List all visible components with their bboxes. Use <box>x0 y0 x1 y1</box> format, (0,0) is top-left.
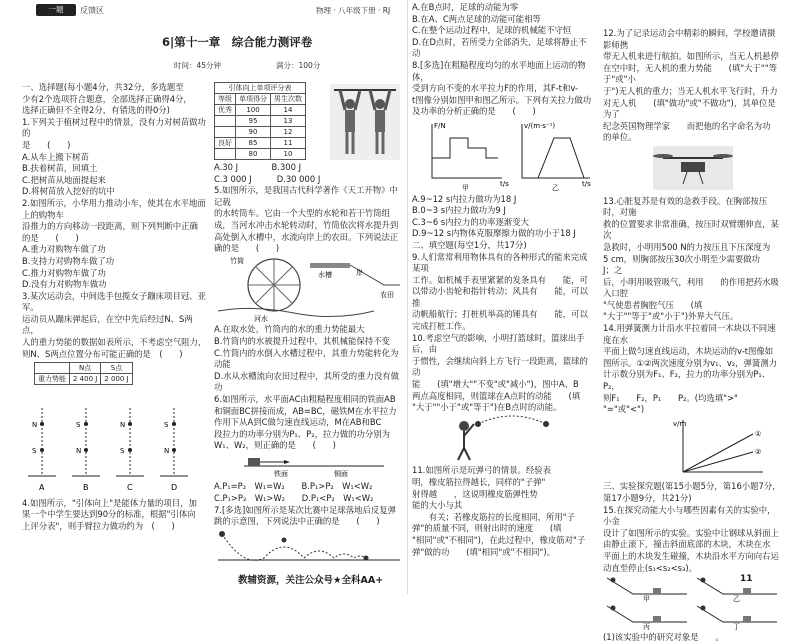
text-line: 第17小题9分，共21分) <box>603 493 692 503</box>
fig-label: 铜面 <box>334 469 348 478</box>
text-line: "="或"<") <box>603 404 645 415</box>
text-line: 图所示。①②两次速度分别为v₁、v₂，弹簧测力 <box>603 357 778 368</box>
text-line: 的单位。 <box>603 132 637 143</box>
question-block-12 <box>603 28 783 144</box>
text-line: D.没有力对购物车做功 <box>22 279 107 290</box>
fig-label: 丙 <box>643 623 650 632</box>
text-line: 射得越 ，这说明橡皮筋弹性势 <box>412 488 538 499</box>
text-line: 二、填空题(每空1分，共17分) <box>412 239 527 250</box>
svg-text:N: N <box>32 421 38 430</box>
table-cell: 95 <box>236 116 271 127</box>
text-line: 上评分表"，则手臂拉力做功约为 ( ) <box>22 521 175 532</box>
text-line: 救的位置要求非常准确，按压时双臂绷伸直，某次 <box>603 218 779 241</box>
text-line: 弹"做的功 (填"相同"或"不相同")。 <box>412 546 556 557</box>
ball-bounce-figure <box>214 528 404 564</box>
text-line: "气使患者胸腔气压 (填 <box>603 299 703 310</box>
text-line: B.0~3 s内拉力做功为9 J <box>412 205 506 216</box>
table-head: 单项得分 <box>236 94 271 105</box>
table-head: N点 <box>70 363 101 374</box>
text-line: 及功率的分析正确的是 ( ) <box>412 106 536 117</box>
text-line: 纪念英国物理学家 而把他的名字命名为功 <box>603 120 771 131</box>
text-line: "大于""小于"或"等于")在B点时的动能。 <box>412 402 562 413</box>
text-line: 6.如图所示，水平面AC由粗糙程度相同的铁面AB <box>214 393 396 404</box>
text-line: (1)该实验中的研究对象是 。 <box>603 631 724 642</box>
graph-label: 乙 <box>552 183 559 192</box>
text-line: A.在取水处，竹筒内的水的重力势能最大 <box>214 324 365 335</box>
table-cell: 重力势能 <box>35 374 70 385</box>
fig-label: 岸 <box>356 268 363 277</box>
text-line: t图像分别如图甲和图乙所示。下列有关拉力做功 <box>412 94 592 105</box>
header-tag: 一题 <box>36 4 76 16</box>
graph-label: t/s <box>500 179 509 188</box>
text-line: D.将树苗放入挖好的坑中 <box>22 186 115 197</box>
text-line: 7.[多选]如图所示是某次比赛中足球落地后反复弹 <box>214 504 397 515</box>
option-label: B <box>83 483 89 493</box>
fig-label: 水槽 <box>318 270 332 279</box>
table-cell: 优秀 <box>215 105 236 116</box>
question-block-13 <box>603 196 783 416</box>
text-line: 受到方向不变的水平拉力F的作用，其F-t和v- <box>412 83 579 94</box>
vt-graph <box>603 416 783 478</box>
column-3 <box>412 2 595 572</box>
text-line: 沿推力的方向移动一段距离，则下列判断中正确 <box>22 221 198 232</box>
svg-text:①: ① <box>755 429 762 438</box>
table-cell: 13 <box>271 116 306 127</box>
page-number: 11 <box>740 574 753 584</box>
header-region: 反馈区 <box>80 6 104 15</box>
fig-label: 铁面 <box>274 469 288 478</box>
text-line: 平面上的木块发生碰撞，木块沿水平方向向右运 <box>603 550 779 561</box>
fig-label: 竹筒 <box>230 256 244 265</box>
text-line: "大于""等于"或"小于")外界大气压。 <box>603 311 739 322</box>
text-line: 有关；若橡皮筋拉的长度相同，所用"子 <box>412 511 575 522</box>
text-line: 3.某次运动会，中间选手包揽女子蹦床项目冠、亚军。 <box>22 290 206 313</box>
pullup-table <box>214 82 306 160</box>
text-line: 对无人机 (填"做功"或"不做功")，其单位是为了 <box>603 97 776 120</box>
text-line: W₁、W₂，则正确的是 ( ) <box>214 440 336 451</box>
table-head <box>35 363 70 374</box>
text-line: 急救时，小明用500 N的力按压且下压深度为 <box>603 241 771 252</box>
text-line: 选择正确但不全得2分，有错选的得0分) <box>22 105 170 116</box>
question-block-11 <box>412 465 595 558</box>
svg-text:S: S <box>32 447 37 456</box>
text-line: 动帆船航行；打桩机举高的锤具有 能，可以 <box>412 309 588 320</box>
graph-label: t/s <box>582 179 591 188</box>
text-line: 成，当河水冲击水轮转动时，竹筒依次将水提升到 <box>214 219 399 230</box>
text-line: B.在A、C两点足球的动能可能相等 <box>412 13 541 24</box>
text-line: C.P₁>P₂ W₁>W₂ D.P₁<P₂ W₁<W₂ <box>214 493 374 504</box>
text-line: 平面上做匀速直线运动，木块运动的v-t图像如 <box>603 346 774 357</box>
text-line: "相同"或"不相同")，在此过程中，橡皮筋对"子 <box>412 534 586 545</box>
text-line: 后，小明用吸管吸气，利用 的作用把药水吸入口腔 <box>603 276 779 299</box>
text-line: C.推力对购物车做了功 <box>22 267 106 278</box>
text-line: 能的大小与其 <box>412 500 463 511</box>
text-line: 跳的示意图，下列说法中正确的是 ( ) <box>214 516 380 527</box>
table-cell <box>215 127 236 138</box>
text-line: 的水转筒车。它由一个大型的水轮和若干竹筒组 <box>214 208 390 219</box>
question-block-15 <box>603 481 783 574</box>
basketball-figure <box>412 414 595 462</box>
svg-text:S: S <box>164 421 169 430</box>
text-line: 少有2个选项符合题意，全部选择正确得4分， <box>22 93 192 104</box>
text-line: B.扶着树苗，回填土 <box>22 163 98 174</box>
table-cell <box>215 149 236 160</box>
text-line: 11.如图所示是玩弹弓的情景。经验表 <box>412 465 551 476</box>
question-block-8 <box>412 194 595 414</box>
table-cell: 2 000 J <box>101 374 132 385</box>
table-cell: 100 <box>236 105 271 116</box>
text-line: A.30 J B.300 J <box>214 162 302 172</box>
chapter-title: 6|第十一章 综合能力测评卷 <box>162 35 313 49</box>
text-line: 一、选择题(每小题4分，共32分，多选题至 <box>22 82 184 92</box>
text-line: C.竹筒内的水倒入水槽过程中，其重力势能转化为 <box>214 347 399 358</box>
text-line: 动能 <box>214 359 231 370</box>
option-label: D <box>171 483 178 493</box>
table-head: 男生次数 <box>271 94 306 105</box>
text-line: 9.人们常常利用物体具有的各种形式的能来完成某项 <box>412 251 588 274</box>
question-block-5 <box>214 162 404 255</box>
graph-label: v/(m·s⁻¹) <box>524 121 556 130</box>
text-line: A.重力对购物车做了功 <box>22 244 106 255</box>
table-cell: 14 <box>271 105 306 116</box>
svg-text:N: N <box>120 421 126 430</box>
text-line: 果一个中学生要达到90分的标准，根据"引体向 <box>22 509 196 520</box>
table-cell: 良好 <box>215 138 236 149</box>
full-score: 满分：100分 <box>276 61 321 70</box>
text-line: 高处倒入水槽中，水流向岸上的农田。下列说法正 <box>214 231 399 242</box>
text-line: 由静止滚下，撞击斜面底部的木块，木块在水 <box>603 539 771 550</box>
text-line: 则F₁ F₂，P₁ P₂。(均选填">" <box>603 392 738 403</box>
svg-text:S: S <box>76 421 81 430</box>
text-line: 设计了如图所示的实验。实验中让钢球从斜面上 <box>603 527 779 538</box>
text-line: A.从车上搬下树苗 <box>22 151 89 162</box>
question-block-1 <box>22 82 207 360</box>
column-2 <box>214 82 404 572</box>
water-wheel-figure <box>214 255 404 321</box>
question-table-1 <box>22 362 207 402</box>
text-line: 运动员从蹦床弹起后，在空中先后经过N、S两点， <box>22 313 193 336</box>
table-head: S点 <box>101 363 132 374</box>
text-line: 带无人机来进行航拍。如图所示，当无人机悬停 <box>603 51 779 62</box>
text-line: C.3 000 J D.30 000 J <box>214 173 321 184</box>
ft-vt-graphs <box>412 118 595 190</box>
text-line: 和铜面BC拼接而成，AB=BC，磁铁M在水平拉力 <box>214 405 397 416</box>
text-line: 明，橡皮筋拉得越长，同样的"子弹" <box>412 477 546 487</box>
experiment-figure <box>603 574 783 632</box>
text-line: 以带动小齿轮和指针转动；风具有 能，可以推 <box>412 286 588 308</box>
text-line: 则N、S两点位置分布可能正确的是 ( ) <box>22 348 183 359</box>
text-line: 段拉力的功率分别为P₁、P₂，拉力做的功分别为 <box>214 428 390 439</box>
text-line: 于")无人机的重力；当无人机水平飞行时，升力 <box>603 85 778 96</box>
option-label: C <box>127 483 133 493</box>
fig-label: 丁 <box>733 623 740 632</box>
question-block-4 <box>22 498 207 533</box>
fig-label: 河水 <box>254 314 268 323</box>
text-line: 计示数分别为F₁、F₂，拉力的功率分别为P₁、P₂， <box>603 369 771 392</box>
drone-icon <box>603 144 783 192</box>
graph-label: F/N <box>434 121 446 130</box>
table-cell: 90 <box>236 127 271 138</box>
text-line: 两点高度相同，则篮球在A点时的动能 (填 <box>412 390 581 401</box>
question-block-15-1 <box>603 632 783 643</box>
text-line: 确的是 ( ) <box>214 243 280 254</box>
text-line: 动直至停止(s₁<s₂<s₃)。 <box>603 562 697 573</box>
fig-label: 甲 <box>643 595 650 604</box>
text-line: 15.在探究动能大小与哪些因素有关的实验中，小金 <box>603 504 776 527</box>
text-line: D.9~12 s内物体克服摩擦力做的功小于18 J <box>412 228 576 239</box>
table-cell: 11 <box>271 138 306 149</box>
text-line: B.支持力对购物车做了功 <box>22 255 115 266</box>
question-block-6 <box>214 324 404 452</box>
text-line: 12.为了记录运动会中精彩的瞬间，学校邀请摄影师携 <box>603 28 776 50</box>
text-line: B.竹筒内的水被提升过程中，其机械能保持不变 <box>214 335 390 346</box>
question-block-7 <box>214 481 404 527</box>
position-figures <box>22 404 207 494</box>
table-cell: 2 400 J <box>70 374 101 385</box>
text-line: A.在B点时，足球的动能为零 <box>412 2 519 12</box>
text-line: 5 cm，则胸部按压30次小明至少需要做功 J；之 <box>603 253 777 276</box>
text-line: 能 (填"增大""不变"或"减小")，图中A、B <box>412 379 579 390</box>
svg-text:S: S <box>120 447 125 456</box>
table-cell: 10 <box>271 149 306 160</box>
header-subject: 物理 · 八年级下册 · RJ <box>316 6 391 15</box>
graph-label: 甲 <box>462 183 469 192</box>
text-line: 工作。如机械手表里紧紧的发条具有 能，可 <box>412 274 588 285</box>
table-title: 引体向上单项评分表 <box>215 83 306 94</box>
magnet-figure <box>214 452 404 478</box>
fig-label: 农田 <box>380 290 394 299</box>
text-line: 2.如图所示，小华用力推动小车，使其在水平地面上的购物车 <box>22 197 206 220</box>
text-line: 的是 ( ) <box>22 232 79 243</box>
text-line: 人的重力势能的数据如表所示，不考虑空气阻力， <box>22 337 207 348</box>
text-line: 14.用弹簧测力计沿水平拉着同一木块以不同速度在水 <box>603 323 776 345</box>
text-line: D.在D点时，若所受力全部消失，足球将静止不动 <box>412 36 587 59</box>
energy-table <box>34 362 133 385</box>
text-line: 三、实验探究题(第15小题5分，第16小题7分， <box>603 481 781 492</box>
column-divider <box>407 0 408 594</box>
text-line: 完成打桩工作。 <box>412 321 471 332</box>
svg-text:②: ② <box>755 447 762 456</box>
text-line: 13.心脏复苏是有效的急救手段。在胸部按压时，对施 <box>603 195 768 218</box>
option-label: A <box>39 483 45 493</box>
table-cell: 12 <box>271 127 306 138</box>
svg-text:N: N <box>164 447 170 456</box>
text-line: 是 ( ) <box>22 139 71 150</box>
text-line: 作用下从A到C做匀速直线运动，M在AB和BC <box>214 417 382 428</box>
text-line: D.水从水槽流向农田过程中，其所受的重力没有做 <box>214 370 399 381</box>
text-line: 弹"的质量不同，则射出时的速度 (填 <box>412 523 562 534</box>
text-line: 4.如图所示，"引体向上"是能体力量的项目，加 <box>22 497 197 508</box>
text-line: 5.如图所示，是我国古代科学著作《天工开物》中记载 <box>214 185 398 207</box>
table-cell <box>215 116 236 127</box>
table-cell: 80 <box>236 149 271 160</box>
text-line: C.在整个运动过程中，足球的机械能不守恒 <box>412 25 572 36</box>
text-line: 8.[多选]在粗糙程度均匀的水平地面上运动的物体， <box>412 59 586 82</box>
text-line: 在空中时，无人机的重力势能 (填"大于""等于"或"小 <box>603 62 777 85</box>
text-line: A.9~12 s内拉力做功为18 J <box>412 193 517 204</box>
text-line: 于惯性，会继续向斜上方飞行一段距离，篮球的动 <box>412 355 588 378</box>
text-line: A.P₁=P₂ W₁=W₂ B.P₁>P₂ W₁<W₂ <box>214 481 373 492</box>
pullup-block <box>214 82 404 162</box>
text-line: 10.考虑空气的影响，小明打篮球时，篮球出手后，由 <box>412 332 585 355</box>
svg-text:N: N <box>76 447 82 456</box>
text-line: 1.下列关于植树过程中的情景，没有力对树苗做功的 <box>22 116 206 139</box>
table-cell: 85 <box>236 138 271 149</box>
pullup-photo-icon <box>330 84 400 160</box>
table-head: 等级 <box>215 94 236 105</box>
text-line: 功 <box>214 382 223 393</box>
axis-label: v/m <box>673 419 687 428</box>
time-limit: 时间：45分钟 <box>174 61 222 70</box>
column-1 <box>22 82 207 594</box>
text-line: C.3~6 s内拉力的功率逐渐变大 <box>412 216 529 227</box>
text-line: C.把树苗从地面提起来 <box>22 174 106 185</box>
footer-text: 教辅资源，关注公众号★全科AA+ <box>238 575 384 586</box>
fig-label: 乙 <box>733 595 740 604</box>
question-block-7-options <box>412 2 595 118</box>
